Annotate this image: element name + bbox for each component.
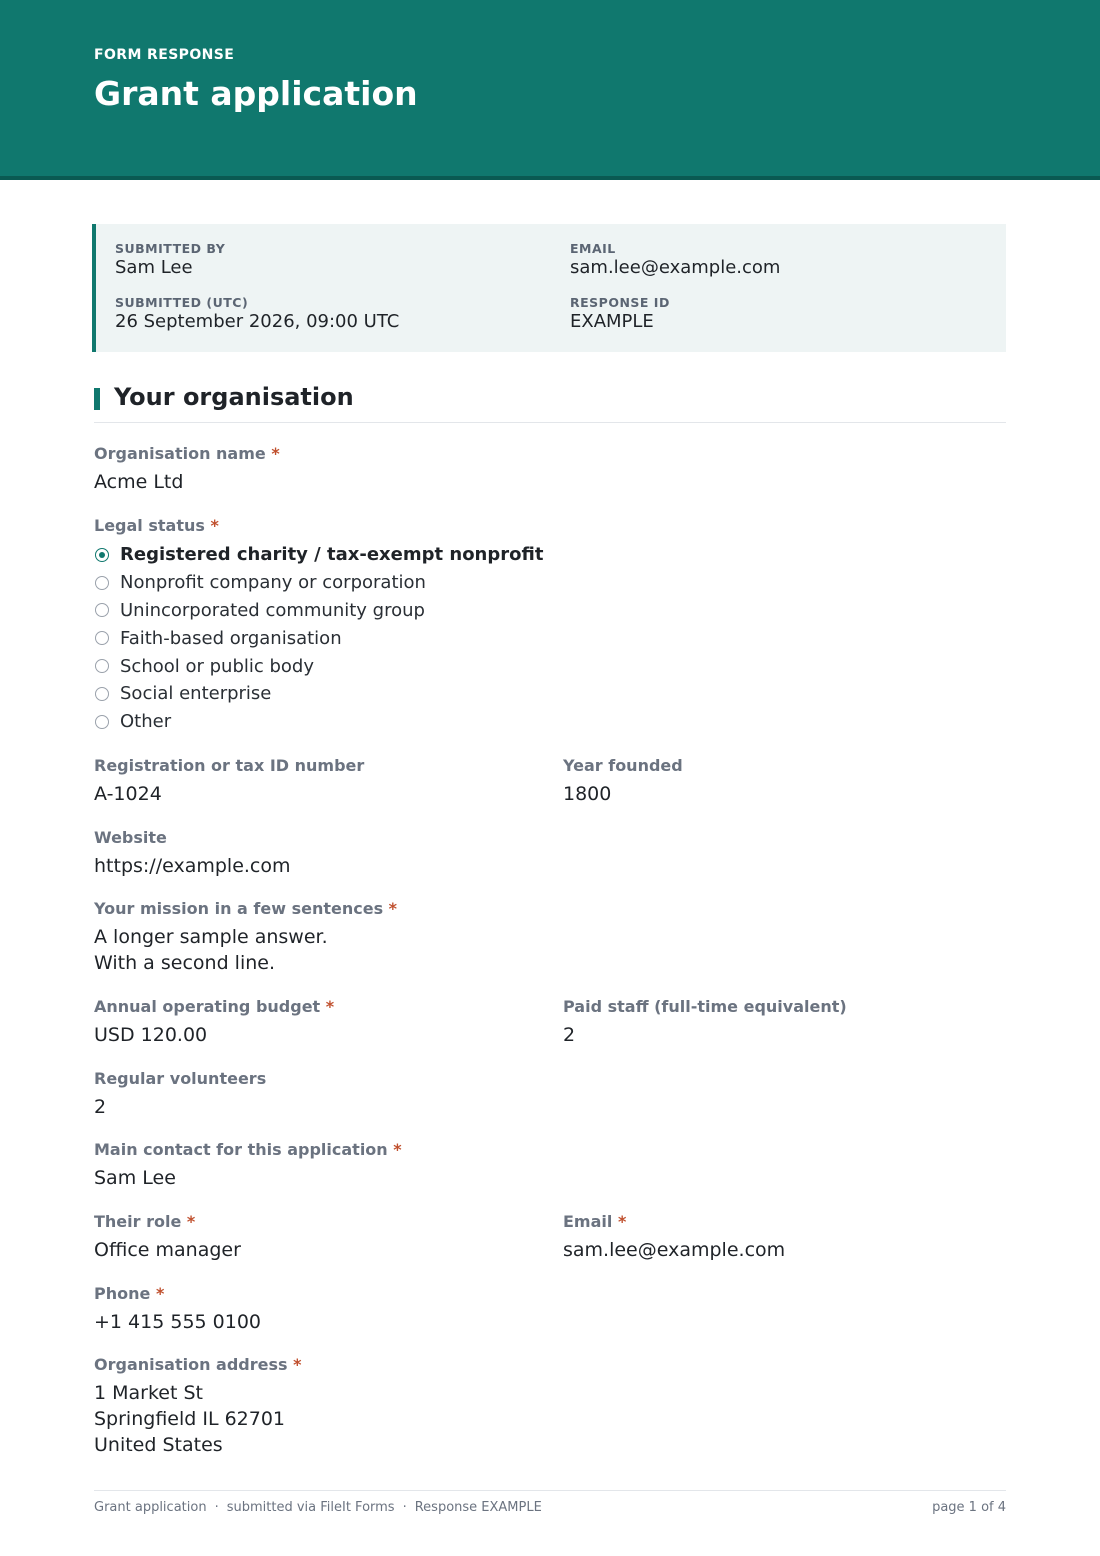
- required-mark: *: [617, 1212, 627, 1231]
- field-organisation-name: [94, 444, 280, 495]
- meta-submitted-by: [115, 241, 225, 278]
- field-legal-status: [94, 516, 219, 535]
- field-label-text: Legal status: [94, 516, 205, 535]
- legal-status-option: [94, 569, 543, 597]
- option-label: Registered charity / tax-exempt nonprofit: [120, 544, 544, 566]
- field-label: Registration or tax ID number: [94, 756, 365, 775]
- field-label-text: Their role: [94, 1212, 182, 1231]
- option-label: School or public body: [120, 655, 315, 677]
- footer-info: [94, 1500, 542, 1515]
- legal-status-option: [94, 680, 543, 708]
- field-label: [94, 1140, 402, 1159]
- field-label-text: Email: [563, 1212, 613, 1231]
- field-main-contact: [94, 1140, 402, 1191]
- page-title: Grant application: [94, 74, 418, 113]
- radio-unselected-icon: [95, 603, 109, 617]
- required-mark: *: [393, 1140, 402, 1159]
- field-mission: [94, 899, 397, 976]
- field-value: 1800: [563, 783, 612, 805]
- radio-unselected-icon: [95, 659, 109, 673]
- page-footer: [94, 1490, 1006, 1522]
- legal-status-option: [94, 597, 543, 625]
- legal-status-option: [94, 541, 543, 569]
- field-value: 2: [563, 1024, 576, 1046]
- field-value: sam.lee@example.com: [563, 1239, 786, 1261]
- section-heading: [94, 383, 1006, 423]
- radio-selected-icon: [95, 548, 109, 562]
- field-value: https://example.com: [94, 855, 291, 877]
- meta-value: 26 September 2026, 09:00 UTC: [115, 311, 400, 332]
- field-value-line: Springfield IL 62701: [94, 1408, 286, 1430]
- legal-status-option: [94, 652, 543, 680]
- legal-status-option: [94, 624, 543, 652]
- field-value-line: With a second line.: [94, 952, 275, 974]
- footer-form-name: Grant application: [94, 1500, 207, 1515]
- footer-response: Response EXAMPLE: [414, 1500, 542, 1515]
- field-label: Website: [94, 828, 167, 847]
- option-label: Other: [120, 711, 172, 733]
- required-mark: *: [271, 444, 280, 463]
- field-contact-email: [563, 1212, 785, 1263]
- required-mark: *: [293, 1355, 302, 1374]
- field-label: [94, 1355, 301, 1374]
- option-label: Nonprofit company or corporation: [120, 572, 426, 594]
- section-title: Your organisation: [114, 383, 354, 411]
- field-value: +1 415 555 0100: [94, 1311, 262, 1333]
- field-label: Paid staff (full-time equivalent): [563, 997, 847, 1016]
- field-phone: [94, 1284, 261, 1335]
- section-accent-bar: [94, 388, 100, 410]
- field-year-founded: [563, 756, 683, 807]
- form-type-label: FORM RESPONSE: [94, 47, 235, 63]
- field-value: 2: [94, 1096, 107, 1118]
- meta-value: EXAMPLE: [570, 311, 654, 332]
- field-label: [94, 516, 219, 535]
- footer-separator: ·: [214, 1500, 219, 1515]
- field-label-text: Phone: [94, 1284, 151, 1303]
- legal-status-options: [94, 541, 543, 736]
- required-mark: *: [186, 1212, 196, 1231]
- field-value-line: 1 Market St: [94, 1382, 203, 1404]
- field-label: Regular volunteers: [94, 1069, 267, 1088]
- submission-meta-panel: [92, 224, 1006, 352]
- field-label: [94, 444, 280, 463]
- radio-unselected-icon: [95, 715, 109, 729]
- field-registration-id: [94, 756, 364, 807]
- field-value: USD 120.00: [94, 1024, 208, 1046]
- required-mark: *: [388, 899, 398, 918]
- required-mark: *: [325, 997, 335, 1016]
- meta-label: SUBMITTED BY: [115, 241, 226, 256]
- field-label: Year founded: [563, 756, 683, 775]
- header-banner: [0, 0, 1100, 180]
- legal-status-option: [94, 708, 543, 736]
- field-label: [94, 899, 397, 918]
- field-volunteers: [94, 1069, 266, 1120]
- field-paid-staff: [563, 997, 847, 1048]
- meta-value: Sam Lee: [115, 257, 193, 278]
- page-number: page 1 of 4: [932, 1500, 1006, 1515]
- field-value: [94, 924, 397, 976]
- required-mark: *: [155, 1284, 165, 1303]
- field-label-text: Annual operating budget: [94, 997, 321, 1016]
- field-label-text: Organisation address: [94, 1355, 288, 1374]
- footer-via: submitted via FileIt Forms: [226, 1500, 395, 1515]
- field-value: Sam Lee: [94, 1167, 176, 1189]
- field-label-text: Organisation name: [94, 444, 266, 463]
- field-value-line: United States: [94, 1434, 223, 1456]
- field-organisation-address: [94, 1355, 301, 1458]
- meta-value: sam.lee@example.com: [570, 257, 781, 278]
- option-label: Faith-based organisation: [120, 627, 342, 649]
- footer-separator: ·: [402, 1500, 407, 1515]
- radio-unselected-icon: [95, 687, 109, 701]
- radio-unselected-icon: [95, 631, 109, 645]
- field-label: [563, 1212, 785, 1231]
- field-annual-budget: [94, 997, 334, 1048]
- field-label: [94, 1212, 241, 1231]
- field-value-line: A longer sample answer.: [94, 926, 328, 948]
- meta-label: EMAIL: [570, 241, 616, 256]
- field-value: Acme Ltd: [94, 471, 184, 493]
- meta-label: RESPONSE ID: [570, 295, 670, 310]
- field-value: Office manager: [94, 1239, 241, 1261]
- field-label: [94, 997, 334, 1016]
- option-label: Unincorporated community group: [120, 599, 425, 621]
- meta-response-id: [570, 295, 670, 332]
- meta-submitted-time: [115, 295, 399, 332]
- field-label: [94, 1284, 261, 1303]
- field-their-role: [94, 1212, 241, 1263]
- option-label: Social enterprise: [120, 683, 272, 705]
- field-label-text: Main contact for this application: [94, 1140, 388, 1159]
- field-value: A-1024: [94, 783, 162, 805]
- meta-label: SUBMITTED (UTC): [115, 295, 249, 310]
- field-label-text: Your mission in a few sentences: [94, 899, 384, 918]
- field-value: [94, 1380, 301, 1458]
- meta-email: [570, 241, 780, 278]
- radio-unselected-icon: [95, 576, 109, 590]
- field-website: [94, 828, 291, 879]
- required-mark: *: [210, 516, 219, 535]
